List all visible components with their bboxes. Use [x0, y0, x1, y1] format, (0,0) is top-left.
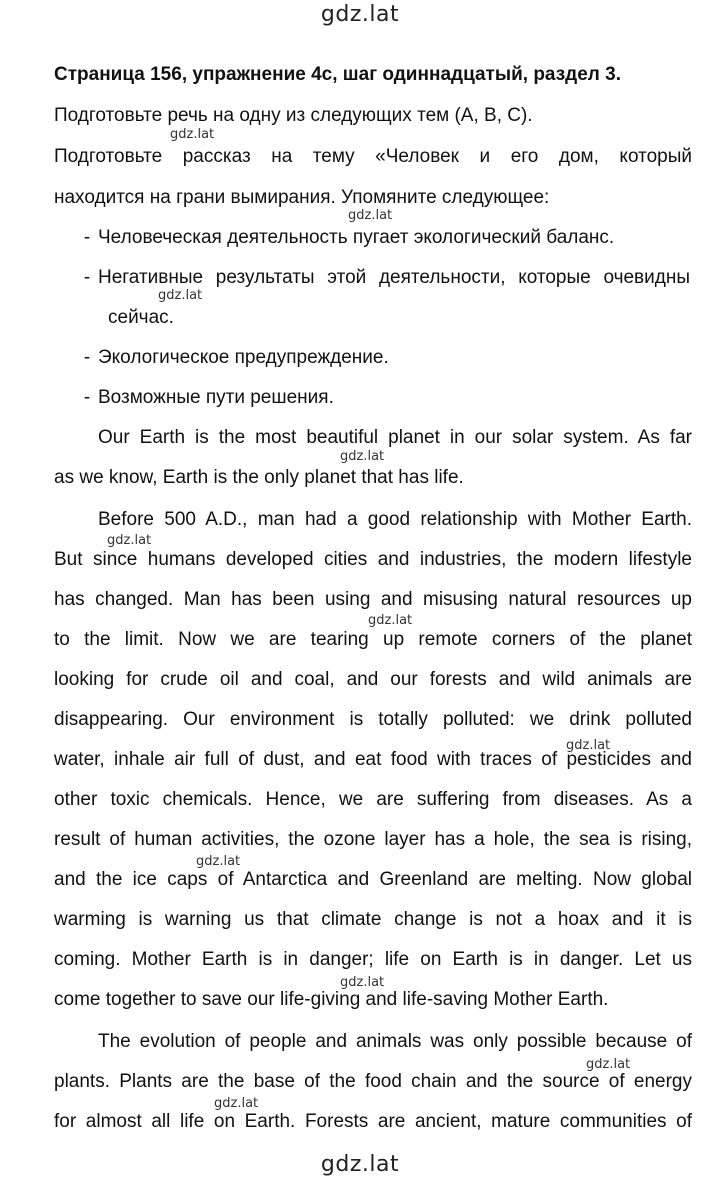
bullet-marker: -	[83, 347, 91, 368]
inline-watermark: gdz.lat	[586, 1057, 631, 1072]
inline-watermark: gdz.lat	[340, 975, 385, 990]
bullet-item-3: Экологическое предупреждение.	[98, 347, 389, 368]
inline-watermark: gdz.lat	[348, 208, 393, 223]
bullet-item-2: Негативные результаты этой деятельности, которые очевидны	[98, 267, 690, 288]
essay-line: disappearing. Our environment is totally polluted: we drink polluted	[54, 709, 692, 730]
inline-watermark: gdz.lat	[340, 449, 385, 464]
essay-line: plants. Plants are the base of the food chain and the source of energy	[54, 1071, 692, 1092]
essay-line: But since humans developed cities and industries, the modern lifestyle	[54, 549, 692, 570]
inline-watermark: gdz.lat	[107, 533, 152, 548]
bullet-marker: -	[83, 387, 91, 408]
bullet-item-4: Возможные пути решения.	[98, 387, 334, 408]
bullet-marker: -	[83, 227, 91, 248]
essay-line: The evolution of people and animals was only possible because of	[98, 1031, 692, 1052]
task-line-1: Подготовьте речь на одну из следующих тем (A, B, C).	[54, 105, 533, 126]
essay-line: water, inhale air full of dust, and eat food with traces of pesticides and	[54, 749, 692, 770]
task-line-2: Подготовьте рассказ на тему «Человек и его дом, который	[54, 146, 692, 167]
inline-watermark: gdz.lat	[566, 738, 611, 753]
essay-line: Our Earth is the most beautiful planet in our solar system. As far	[98, 427, 692, 448]
essay-line: coming. Mother Earth is in danger; life on Earth is in danger. Let us	[54, 949, 692, 970]
essay-line: and the ice caps of Antarctica and Greenland are melting. Now global	[54, 869, 692, 890]
bullet-item-1: Человеческая деятельность пугает экологический баланс.	[98, 227, 615, 248]
site-footer-watermark: gdz.lat	[320, 1152, 400, 1177]
essay-line: come together to save our life-giving and life-saving Mother Earth.	[54, 989, 609, 1010]
inline-watermark: gdz.lat	[158, 288, 203, 303]
inline-watermark: gdz.lat	[214, 1096, 259, 1111]
task-line-3: находится на грани вымирания. Упомяните следующее:	[54, 187, 550, 208]
essay-line: for almost all life on Earth. Forests are ancient, mature communities of	[54, 1111, 692, 1132]
inline-watermark: gdz.lat	[170, 127, 215, 142]
bullet-marker: -	[83, 267, 91, 288]
exercise-title: Страница 156, упражнение 4c, шаг одиннадцатый, раздел 3.	[54, 64, 621, 85]
essay-line: Before 500 A.D., man had a good relationship with Mother Earth.	[98, 509, 692, 530]
bullet-item-2-cont: сейчас.	[108, 307, 174, 328]
essay-line: has changed. Man has been using and misusing natural resources up	[54, 589, 692, 610]
essay-line: warming is warning us that climate change is not a hoax and it is	[54, 909, 692, 930]
essay-line: as we know, Earth is the only planet that has life.	[54, 467, 464, 488]
essay-line: looking for crude oil and coal, and our forests and wild animals are	[54, 669, 692, 690]
essay-line: other toxic chemicals. Hence, we are suffering from diseases. As a	[54, 789, 692, 810]
essay-line: result of human activities, the ozone layer has a hole, the sea is rising,	[54, 829, 692, 850]
essay-line: to the limit. Now we are tearing up remote corners of the planet	[54, 629, 692, 650]
site-header-watermark: gdz.lat	[320, 2, 400, 27]
inline-watermark: gdz.lat	[196, 854, 241, 869]
inline-watermark: gdz.lat	[368, 613, 413, 628]
